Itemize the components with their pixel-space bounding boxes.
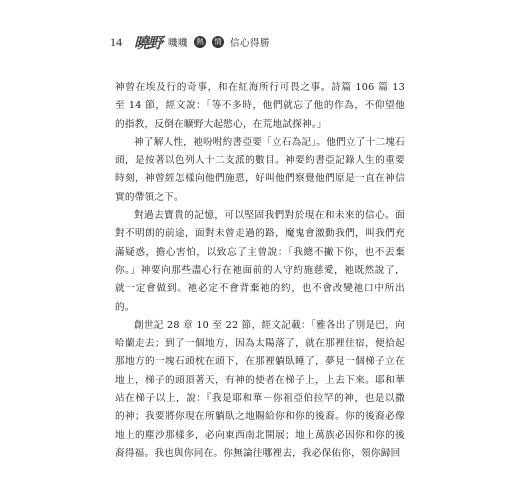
scripture-quote: 「雅各出了別是巴，向哈蘭走去；到了一個地方，因為太陽落了，就在那裡住宿，便拾起那地方的一塊石頭枕在頭下，在那裡躺臥睡了，夢見一個梯子立在地上，梯子的頭頂著天，有神的使者在梯子上，上去下來。耶和華站在梯子以上，說：『我是耶和華－你祖亞伯拉罕的神，也是以撒的神；我要將你現在所躺臥之地賜給你和你的後裔。你的後裔必像地上的塵沙那樣多，必向東西南北開展；地上萬族必因你和你的後裔得福。我也與你同在。你無論往哪裡去，我必保佑你，領你歸回 <box>115 319 405 459</box>
page-body <box>115 79 405 463</box>
paragraph <box>115 134 405 207</box>
paragraph-text: 神了解人性，祂吩咐約書亞要「立石為記」。他們立了十二塊石頭，是按著以色列人十二支派的數目。神要約書亞記錄人生的重要時刻，神曾經怎樣向他們施恩，好叫他們察覺他們原是一直在神信實的帶領之下。 <box>115 136 405 203</box>
badge-second: 情 <box>212 36 224 48</box>
series-brand: 嘰嘰 <box>168 38 189 49</box>
paragraph-text: 對過去寶貴的記憶，可以堅固我們對於現在和未來的信心。面對不明朗的前途，面對未曾走過的路，魔鬼會激動我們，叫我們充滿疑惑，擔心害怕，以致忘了主曾說：「我總不撇下你，也不丟棄你。」神要向那些盡心行在祂面前的人守約施慈愛，祂既然說了，就一定會做到。祂必定不會背棄祂的約，也不會改變祂口中所出的。 <box>115 210 405 313</box>
book-subtitle: 信心得勝 <box>230 38 271 49</box>
paragraph-text: 創世記 28 章 10 至 22 節，經文記載： <box>134 319 311 331</box>
book-logo: 曉野 <box>134 33 163 52</box>
paragraph <box>115 207 405 317</box>
scripture-quote: 「等不多時，他們就忘了他的作為，不仰望他的指教，反倒在曠野大起慾心，在荒地試探神。」 <box>115 100 406 130</box>
paragraph <box>115 317 405 463</box>
page-number: 14 <box>110 34 122 49</box>
running-header <box>110 34 270 50</box>
paragraph <box>115 79 405 134</box>
paragraph-text: 神曾在埃及行的奇事，和在紅海所行可畏之事。詩篇 106 篇 13 至 14 節，經文說： <box>115 82 405 112</box>
badge-first: 熱 <box>194 36 206 48</box>
